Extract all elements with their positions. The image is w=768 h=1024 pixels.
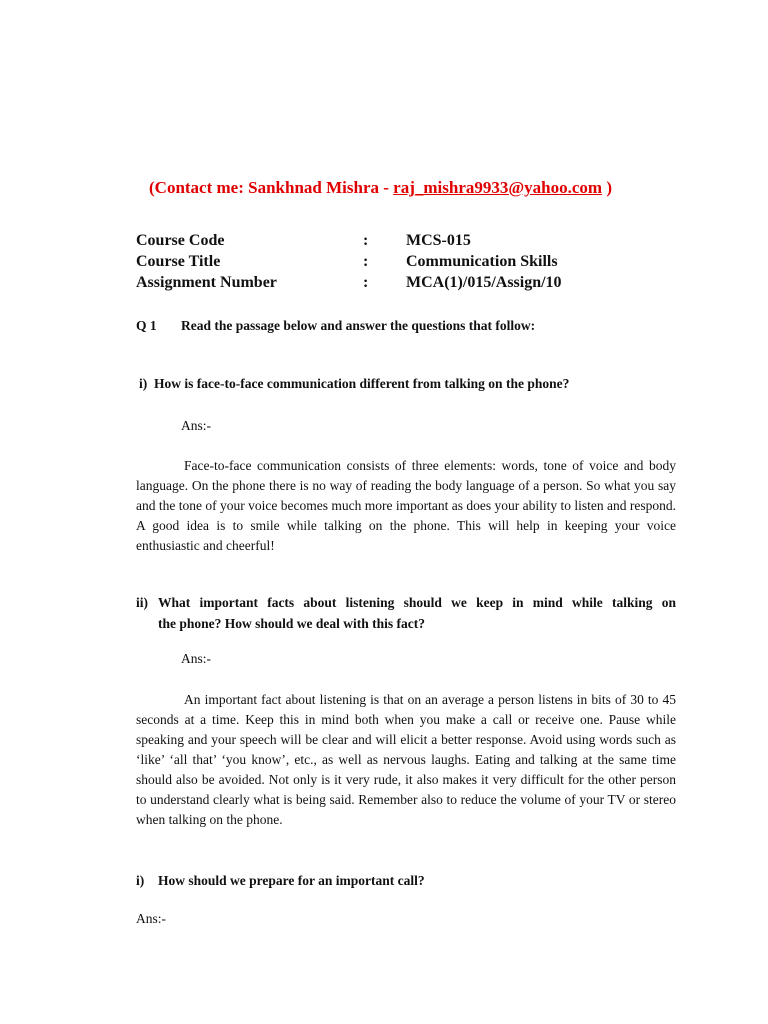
- assignment-number-label: Assignment Number: [136, 274, 277, 291]
- subq3-number: i): [136, 873, 145, 888]
- subq1-text: How is face-to-face communication different from talking on the phone?: [154, 376, 570, 391]
- contact-prefix: (Contact me: Sankhnad Mishra -: [149, 178, 394, 197]
- course-title-separator: :: [363, 253, 369, 270]
- subq3-line: [136, 873, 425, 889]
- course-title-label: Course Title: [136, 253, 221, 270]
- subq2-line1: [136, 592, 676, 613]
- assignment-number-value: MCA(1)/015/Assign/10: [406, 274, 562, 291]
- assignment-number-separator: :: [363, 274, 369, 291]
- subq2-number: ii): [136, 595, 148, 610]
- subq1-number: i): [139, 376, 148, 391]
- q1-number: Q 1: [136, 318, 157, 333]
- contact-email-link[interactable]: raj_mishra9933@yahoo.com: [393, 178, 603, 197]
- subq2-text-line2: the phone? How should we deal with this fact?: [158, 616, 426, 631]
- subq3-answer-label: Ans:-: [136, 911, 166, 926]
- contact-line: [149, 178, 612, 198]
- contact-suffix: ): [602, 178, 613, 197]
- subq2-answer-text: An important fact about listening is that on an average a person listens in bits of 30 to 45 seconds at a time. Keep this in mind both when you make a call or receive one. Pause while speaking and your speech will be clear and will elicit a better response. Avoid using words such as ‘like’ ‘all that’ ‘you know’, etc., as well as nervous laughs. Eating and talking at the same time should also be avoided. Not only is it very rude, it also makes it very difficult for the other person to understand clearly what is being said. Remember also to reduce the volume of your TV or stereo when talking on the phone.: [136, 692, 676, 827]
- course-code-separator: :: [363, 232, 369, 249]
- course-title-value: Communication Skills: [406, 253, 558, 270]
- subq3-text: How should we prepare for an important call?: [158, 873, 425, 888]
- subq2-text-line1: What important facts about listening should we keep in mind while talking on: [158, 595, 676, 610]
- q1-text: Read the passage below and answer the questions that follow:: [181, 318, 536, 333]
- subq1-answer-label: Ans:-: [181, 418, 211, 433]
- subq1-line: [139, 376, 569, 392]
- subq2-block: [136, 592, 676, 634]
- course-code-label: Course Code: [136, 232, 225, 249]
- subq2-answer-label: Ans:-: [181, 651, 211, 666]
- subq1-answer-text: Face-to-face communication consists of three elements: words, tone of voice and body language. On the phone there is no way of reading the body language of a person. So what you say and the tone of your voice becomes much more important as does your ability to listen and respond. A good idea is to smile while talking on the phone. This will help in keeping your voice enthusiastic and cheerful!: [136, 458, 676, 553]
- course-code-value: MCS-015: [406, 232, 471, 249]
